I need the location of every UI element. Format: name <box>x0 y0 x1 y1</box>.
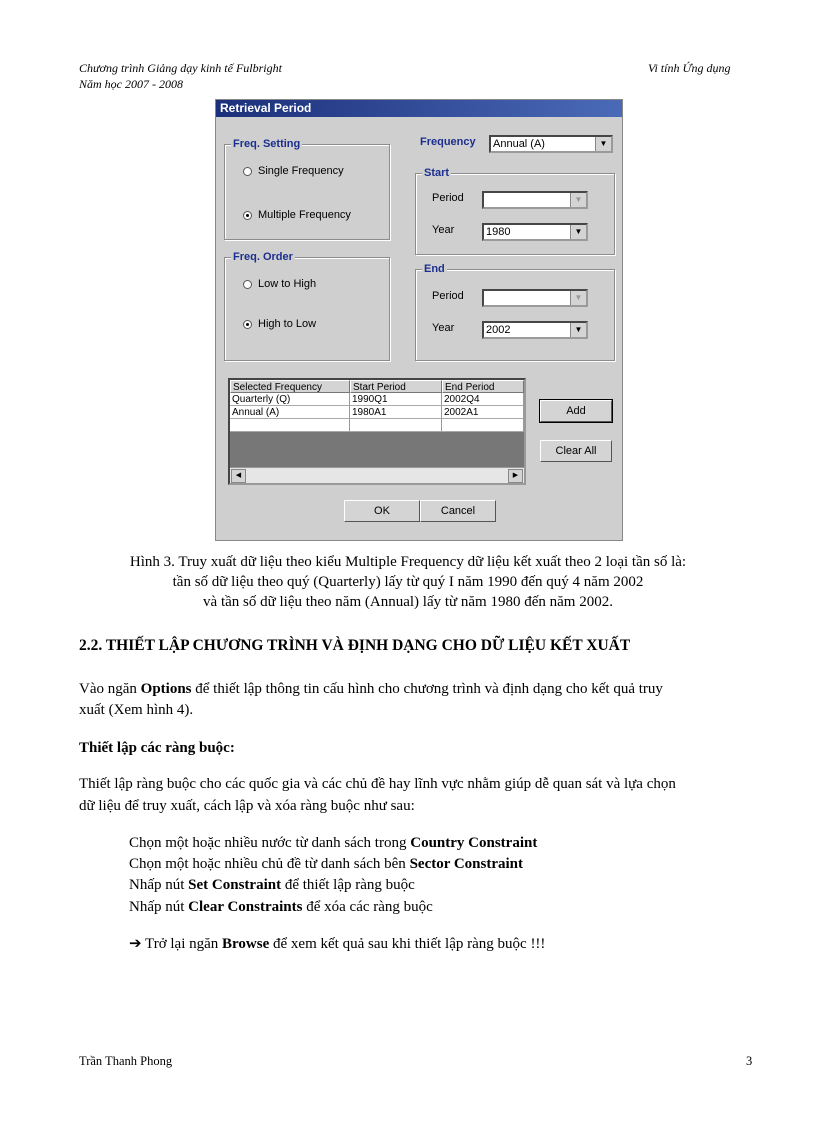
end-period-select[interactable] <box>482 289 588 307</box>
header-course: Chương trình Giảng dạy kinh tế Fulbright <box>79 61 282 75</box>
multiple-frequency-radio[interactable]: Multiple Frequency <box>243 209 351 221</box>
frequency-label: Frequency <box>420 136 476 148</box>
scroll-left-icon[interactable]: ◀ <box>231 469 246 483</box>
step-item: Chọn một hoặc nhiều chủ đề từ danh sách bên Sector Constraint <box>129 856 524 872</box>
horizontal-scrollbar[interactable] <box>230 467 524 483</box>
dropdown-arrow-icon: ▼ <box>570 225 586 239</box>
table-header <box>230 380 524 393</box>
start-period-label: Period <box>432 192 464 204</box>
table-row[interactable] <box>230 406 524 419</box>
step-item: Nhấp nút Set Constraint để thiết lập ràng buộc <box>129 877 415 893</box>
dropdown-arrow-icon: ▼ <box>595 137 611 151</box>
column-header[interactable]: Selected Frequency <box>230 380 350 393</box>
end-title: End <box>424 263 445 275</box>
start-title: Start <box>424 167 450 179</box>
retrieval-period-dialog <box>215 99 623 541</box>
figure-caption-line3: và tần số dữ liệu theo năm (Annual) lấy từ năm 1980 đến năm 2002. <box>203 594 613 610</box>
paragraph-options: Vào ngăn Options để thiết lập thông tin cấu hình cho chương trình và định dạng cho kết quả truy <box>79 681 663 697</box>
table-cell: 1980A1 <box>350 406 442 419</box>
dropdown-arrow-icon: ▼ <box>570 291 586 305</box>
dropdown-arrow-icon: ▼ <box>570 193 586 207</box>
low-to-high-radio[interactable]: Low to High <box>243 278 316 290</box>
section-heading: 2.2. THIẾT LẬP CHƯƠNG TRÌNH VÀ ĐỊNH DẠNG CHO DỮ LIỆU KẾT XUẤT <box>79 637 631 654</box>
figure-caption-line2: tần số dữ liệu theo quý (Quarterly) lấy từ quý I năm 1990 đến quý 4 năm 2002 <box>172 574 644 590</box>
table-cell: Quarterly (Q) <box>230 393 350 406</box>
header-year: Năm học 2007 - 2008 <box>79 77 183 91</box>
freq-setting-group <box>224 138 390 240</box>
scroll-right-icon[interactable]: ▶ <box>508 469 523 483</box>
cancel-button[interactable]: Cancel <box>420 500 496 522</box>
dropdown-arrow-icon: ▼ <box>570 323 586 337</box>
column-header[interactable]: End Period <box>442 380 524 393</box>
add-button[interactable]: Add <box>540 400 612 422</box>
start-year-select[interactable]: 1980 ▼ <box>482 223 588 241</box>
freq-order-group <box>224 251 390 361</box>
table-cell: 2002A1 <box>442 406 524 419</box>
single-frequency-radio[interactable]: Single Frequency <box>243 165 344 177</box>
paragraph-options-line2: xuất (Xem hình 4). <box>79 702 194 718</box>
end-group <box>415 263 615 361</box>
table-cell: Annual (A) <box>230 406 350 419</box>
header-subject: Vi tính Ứng dụng <box>648 61 731 75</box>
freq-setting-title: Freq. Setting <box>233 138 301 150</box>
freq-order-title: Freq. Order <box>233 251 293 263</box>
table-cell: 2002Q4 <box>442 393 524 406</box>
radio-off-icon <box>243 167 252 176</box>
figure-caption-line1: Hình 3. Truy xuất dữ liệu theo kiểu Multiple Frequency dữ liệu kết xuất theo 2 loại tần số là: <box>129 554 687 570</box>
start-group <box>415 167 615 255</box>
selected-frequency-table[interactable] <box>228 378 526 485</box>
table-row-empty[interactable] <box>230 419 524 432</box>
step-item: Nhấp nút Clear Constraints để xóa các ràng buộc <box>129 899 433 915</box>
start-year-label: Year <box>432 224 455 236</box>
high-to-low-radio[interactable]: High to Low <box>243 318 316 330</box>
footer-author: Trần Thanh Phong <box>79 1054 173 1068</box>
browse-note: ➔ Trở lại ngăn Browse để xem kết quả sau khi thiết lập ràng buộc !!! <box>129 936 546 952</box>
radio-off-icon <box>243 280 252 289</box>
table-row[interactable] <box>230 393 524 406</box>
table-cell: 1990Q1 <box>350 393 442 406</box>
paragraph-constraints-line2: dữ liệu để truy xuất, cách lập và xóa ràng buộc như sau: <box>79 798 415 814</box>
dialog-title: Retrieval Period <box>216 100 622 117</box>
paragraph-constraints: Thiết lập ràng buộc cho các quốc gia và các chủ đề hay lĩnh vực nhằm giúp dễ quan sát và lựa chọn <box>79 776 676 792</box>
frequency-select[interactable]: Annual (A) ▼ <box>489 135 613 153</box>
radio-on-icon <box>243 211 252 220</box>
end-year-select[interactable]: 2002 ▼ <box>482 321 588 339</box>
arrow-right-icon: ➔ <box>129 936 142 952</box>
step-item: Chọn một hoặc nhiều nước từ danh sách trong Country Constraint <box>129 835 538 851</box>
column-header[interactable]: Start Period <box>350 380 442 393</box>
constraints-subheading: Thiết lập các ràng buộc: <box>79 740 235 756</box>
start-period-select[interactable] <box>482 191 588 209</box>
ok-button[interactable]: OK <box>344 500 420 522</box>
clear-all-button[interactable]: Clear All <box>540 440 612 462</box>
end-year-label: Year <box>432 322 455 334</box>
end-period-label: Period <box>432 290 464 302</box>
radio-on-icon <box>243 320 252 329</box>
page-number: 3 <box>746 1054 753 1068</box>
